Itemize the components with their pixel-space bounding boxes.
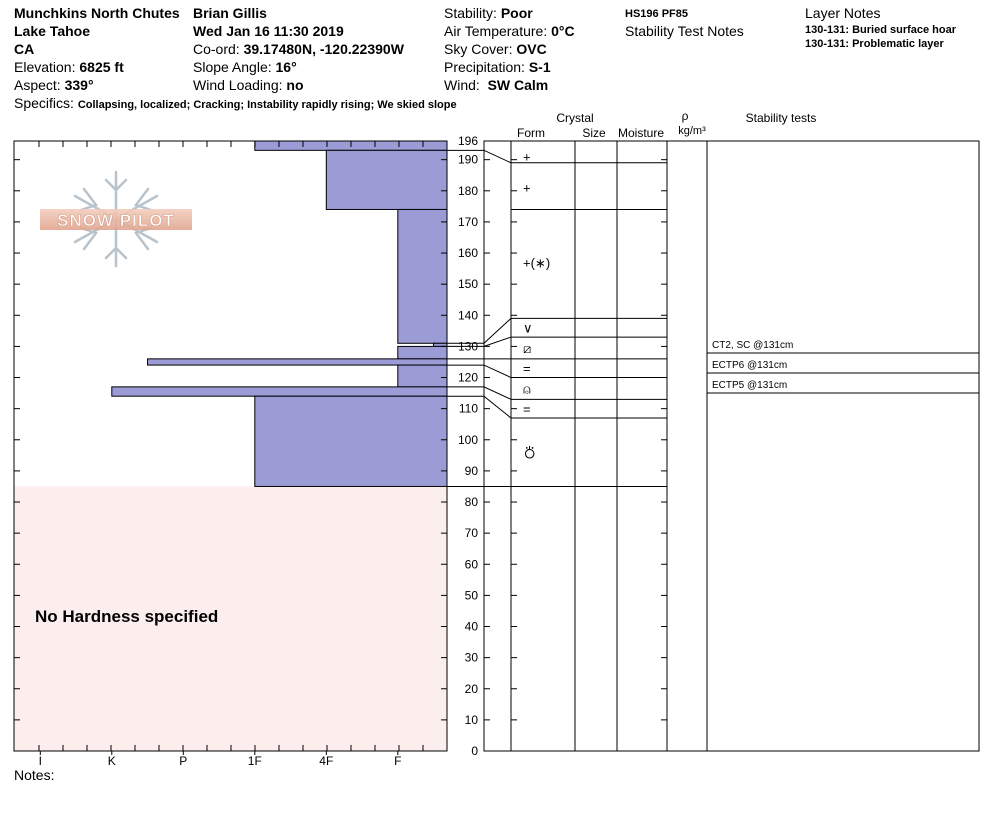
grain-form-symbol: ⍝ — [523, 381, 531, 397]
height-axis — [458, 134, 667, 758]
stability-rating: Stability: Poor — [444, 5, 533, 21]
form-header: Form — [517, 126, 545, 140]
air-temperature: Air Temperature: 0°C — [444, 23, 575, 39]
stability-tests — [707, 340, 979, 393]
precipitation: Precipitation: S-1 — [444, 59, 551, 75]
height-tick-label: 160 — [457, 246, 478, 261]
layer-connector — [447, 365, 511, 377]
sky-cover: Sky Cover: OVC — [444, 41, 547, 57]
hardness-bar — [148, 359, 447, 365]
hardness-tick-label: P — [179, 754, 188, 768]
layer-connector — [447, 337, 511, 346]
height-tick-label: 70 — [464, 526, 478, 541]
hs-pf: HS196 PF85 — [625, 8, 688, 20]
location-name: Munchkins North Chutes — [14, 5, 180, 21]
rho-header: ρ — [681, 109, 689, 123]
grain-form-symbol: ∨ — [523, 320, 533, 336]
layer-connector — [447, 387, 511, 399]
layer-connector — [447, 150, 511, 162]
hardness-tick-label: 1F — [247, 754, 262, 768]
state-name: CA — [14, 41, 35, 57]
layer-connectors — [447, 150, 511, 418]
height-tick-label: 30 — [464, 650, 478, 665]
density-unit-header: kg/m³ — [678, 125, 706, 137]
specifics: Specifics: Collapsing, localized; Cracking; Instability rapidly rising; We skied slope — [14, 95, 457, 111]
range-name: Lake Tahoe — [14, 23, 90, 39]
hardness-bar — [398, 365, 447, 387]
no-hardness-label: No Hardness specified — [35, 607, 219, 626]
elevation: Elevation: 6825 ft — [14, 59, 124, 75]
stability-test-notes-label: Stability Test Notes — [625, 23, 744, 39]
hardness-bar — [112, 387, 447, 396]
grain-form-symbol: +(∗) — [523, 255, 551, 271]
aspect: Aspect: 339° — [14, 77, 94, 93]
hardness-bar — [326, 150, 447, 209]
height-tick-label: 10 — [464, 712, 478, 727]
grain-form-symbol: = — [523, 401, 531, 417]
observation-datetime: Wed Jan 16 11:30 2019 — [193, 23, 344, 39]
layer-grid-frame — [484, 141, 979, 751]
grain-form-symbol: + — [523, 180, 531, 196]
height-tick-label: 40 — [464, 619, 478, 634]
height-tick-label: 80 — [464, 495, 478, 510]
height-tick-label: 50 — [464, 588, 478, 603]
stability-test-label: ECTP6 @131cm — [712, 360, 788, 371]
layer-note-2: 130-131: Problematic layer — [805, 38, 944, 50]
snowpilot-logo-text: SNOW PILOT — [57, 211, 175, 230]
coordinates: Co-ord: 39.17480N, -120.22390W — [193, 41, 404, 57]
height-tick-label: 190 — [457, 152, 478, 167]
hardness-tick-label: I — [38, 754, 42, 768]
layer-note-1: 130-131: Buried surface hoar — [805, 24, 957, 36]
height-tick-label: 150 — [457, 277, 478, 292]
hardness-bar — [398, 346, 447, 358]
crystal-header: Crystal — [556, 111, 594, 125]
layer-connector — [447, 318, 511, 343]
stability-test-label: CT2, SC @131cm — [712, 340, 794, 351]
grain-form-symbol: ⧄ — [523, 340, 532, 356]
slope-angle: Slope Angle: 16° — [193, 59, 297, 75]
size-header: Size — [582, 126, 606, 140]
hardness-bar — [255, 396, 447, 486]
hardness-bars — [112, 141, 447, 486]
moisture-header: Moisture — [617, 126, 665, 140]
grain-form-symbol: + — [523, 149, 531, 165]
hardness-tick-label: 4F — [319, 754, 334, 768]
grain-form-symbol: = — [523, 361, 531, 377]
wind: Wind: SW Calm — [444, 77, 549, 93]
observer-name: Brian Gillis — [193, 5, 267, 21]
height-tick-label: 170 — [457, 214, 478, 229]
height-tick-label: 60 — [464, 557, 478, 572]
hardness-tick-label: K — [107, 754, 116, 768]
height-tick-label: 0 — [471, 744, 478, 758]
notes-label: Notes: — [14, 767, 55, 783]
grain-form-symbol: ⛣ — [523, 445, 537, 461]
wind-loading: Wind Loading: no — [193, 77, 304, 93]
height-tick-label: 130 — [457, 339, 478, 354]
layer-notes-label: Layer Notes — [805, 5, 881, 21]
grain-forms — [523, 150, 550, 461]
layer-boundaries — [447, 141, 667, 486]
height-tick-label: 180 — [457, 183, 478, 198]
height-tick-label: 196 — [457, 134, 478, 148]
height-tick-label: 110 — [458, 401, 478, 416]
stability-tests-header: Stability tests — [745, 111, 817, 125]
height-tick-label: 90 — [464, 463, 478, 478]
hardness-tick-label: F — [394, 754, 402, 768]
height-tick-label: 120 — [457, 370, 478, 385]
layer-connector — [447, 396, 511, 418]
stability-test-label: ECTP5 @131cm — [712, 380, 788, 391]
height-tick-label: 20 — [464, 681, 478, 696]
hardness-bar — [398, 209, 447, 343]
height-tick-label: 100 — [457, 432, 478, 447]
height-tick-label: 140 — [457, 308, 478, 323]
